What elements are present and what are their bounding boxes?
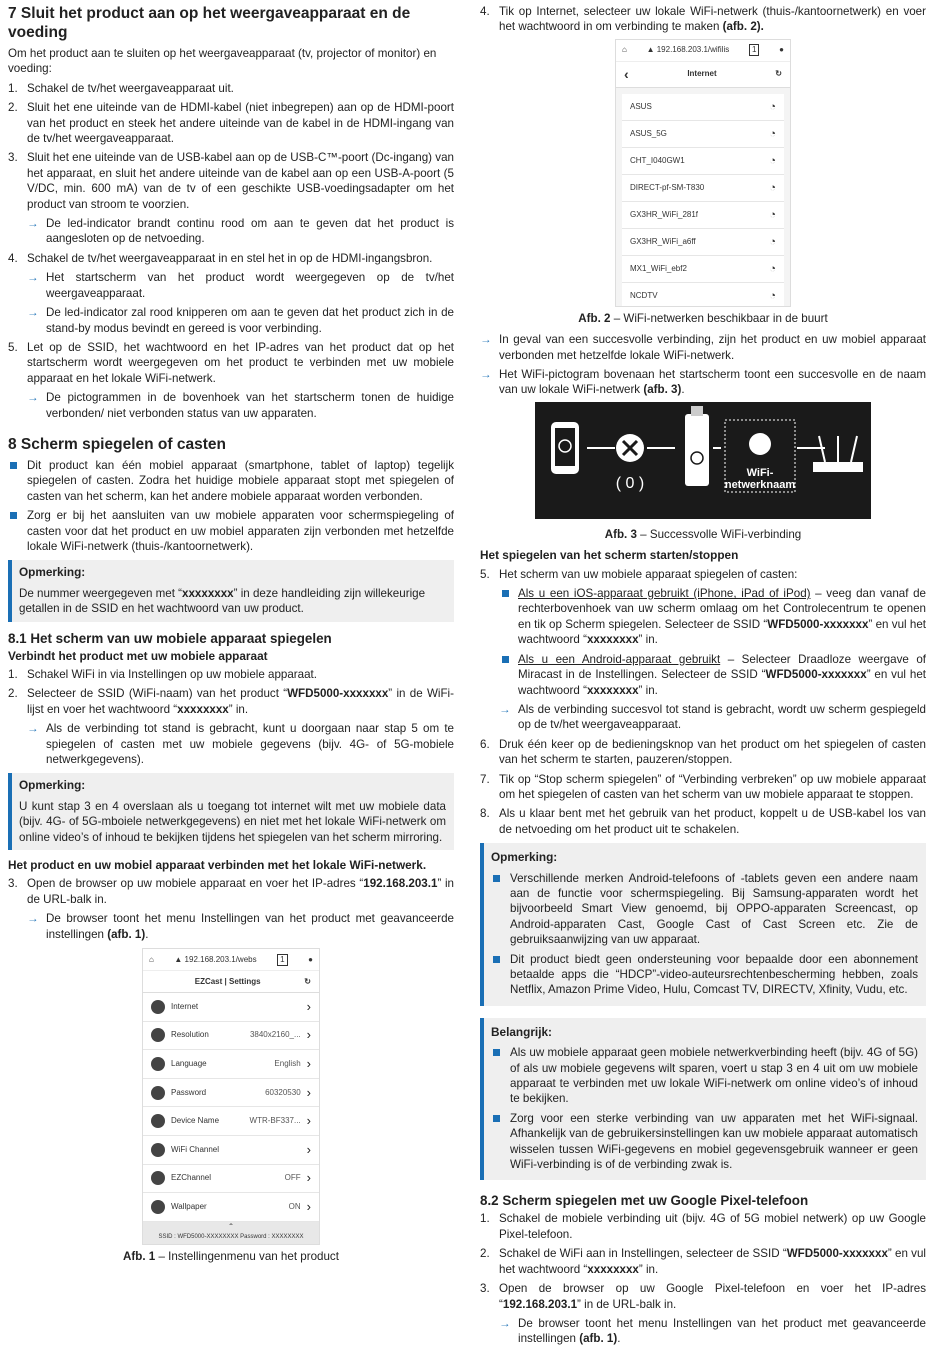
menu-dot-icon: ● [308,954,313,964]
settings-row[interactable]: Resolution 3840x2160_... › [143,1022,319,1051]
important-box: Belangrijk: Als uw mobiele apparaat geen mobiele netwerkverbinding heeft (bijv. 4G of 5G) of als uw mobiele gegevens wilt sparen, voert u stap 3 en 4 uit om uw mobiele apparaat te verbinden met uw lokale WiFi-netwerk om online video’s of inhoud te bekijken. Zorg voor een sterke verbinding van uw apparaten met het WiFi-signaal. Afhankelijk van de gebruikersinstellingen kan uw mobiele apparaat automatisch wisselen tussen WiFi-gegevens en mobiel gegevensgebruik wanneer er geen WiFi-verbinding is of de verbinding zwak is. [480,1018,926,1181]
chevron-up-icon: ˆ [229,1222,233,1234]
wifi-network-row[interactable]: CHT_I040GW1 ◔ [622,148,784,175]
arrow-icon: → [499,1316,511,1330]
list-item: 1. Schakel de tv/het weergaveapparaat uit. [8,81,234,95]
square-bullet-icon [493,1049,500,1056]
menu-dot-icon: ● [779,45,784,55]
wifi-connection-illustration [535,402,871,519]
svg-text:netwerknaam: netwerknaam [724,478,796,491]
right-column [480,4,926,1351]
wifi-network-row[interactable]: DIRECT-pf-SM-T830 ◔ [622,175,784,202]
dongle-icon [685,414,709,486]
list-item: 5. Let op de SSID, het wachtwoord en het IP-adres van het product dat op het startscherm wordt weergegeven om het product te verbinden met uw mobiele apparaat en het lokale WiFi-netwerk. [8,340,454,385]
list-item: 3. Open de browser op uw mobiele apparaat en voer het IP-adres “192.168.203.1” in de URL-balk in. [8,877,454,906]
list-item: 1. Schakel WiFi in via Instellingen op uw mobiele apparaat. [8,668,317,681]
wifi-network-row[interactable]: MX1_WiFi_ebf2 ◔ [622,256,784,283]
wifi-lock-icon: ◔ [769,100,776,113]
ezchannel-icon [151,1171,165,1185]
channel-icon [151,1143,165,1157]
settings-row[interactable]: Internet › [143,993,319,1022]
square-bullet-icon [10,462,17,469]
chevron-right-icon: › [306,1084,311,1100]
figure-caption: Afb. 2 – WiFi-netwerken beschikbaar in de buurt [578,311,828,325]
note-box: Opmerking: U kunt stap 3 en 4 overslaan als u toegang tot internet wilt met uw mobiele data (bijv. 4G- of 5G-mboiele netwerkgegevens) en niet met het lokale WiFi-netwerk om online video’s of inhoud te bekijken tijdens het spiegelen van het scherm mirroring. [8,773,454,850]
arrow-icon: → [27,271,39,285]
settings-row[interactable]: Password 60320530 › [143,1079,319,1108]
wifi-lock-icon: ◔ [769,289,776,302]
settings-row[interactable]: WiFi Channel › [143,1136,319,1165]
wifi-lock-icon: ◔ [769,208,776,221]
arrow-icon: → [27,722,39,736]
device-icon [151,1114,165,1128]
settings-row[interactable]: Language English › [143,1050,319,1079]
square-bullet-icon [502,590,509,597]
chevron-right-icon: › [306,998,311,1014]
arrow-icon: → [480,333,492,347]
refresh-icon: ↻ [304,976,311,986]
warning-icon: ▲ [646,45,655,55]
result-item: → De browser toont het menu Instellingen van het product met geavanceerde instellingen (afb. 1). [499,1316,926,1346]
wifi-network-row[interactable]: ASUS_5G ◔ [622,121,784,148]
list-item: 7. Tik op “Stop scherm spiegelen” of “Verbinding verbreken” op uw mobiele apparaat om het spiegelen of casten van het scherm van uw mobiele apparaat te stoppen. [480,772,926,801]
arrow-icon: → [27,912,39,926]
list-item: 8. Als u klaar bent met het gebruik van het product, koppelt u de USB-kabel los van de netvoeding om het product uit te schakelen. [480,807,926,836]
wallpaper-icon [151,1200,165,1214]
arrow-icon: → [27,391,39,405]
result-item: → De led-indicator brandt continu rood om aan te geven dat het product is aangesloten op de netvoeding. [27,217,454,246]
bullet-item: Als u een Android-apparaat gebruikt – Selecteer Draadloze weergave of Miracast in de Instellingen. Selecteer de SSID “WFD5000-xxxxxxx” en vul het wachtwoord “xxxxxxxx” in. [480,652,926,698]
list-item: 6. Druk één keer op de bedieningsknop van het product om het spiegelen of casten van het scherm te starten, pauzeren/stoppen. [480,737,926,767]
home-icon: ⌂ [622,45,627,55]
globe-icon [151,1057,165,1071]
result-item: → De led-indicator zal rood knipperen om aan te geven dat het product zich in de stand-by modus bevindt en gereed is voor verbinding. [27,306,454,335]
figure-caption: Afb. 1 – Instellingenmenu van het product [123,1249,339,1263]
list-item: 3. Open de browser op uw Google Pixel-telefoon en voer het IP-adres “192.168.203.1” in de URL-balk in. [480,1282,926,1311]
section-8-2-title: 8.2 Scherm spiegelen met uw Google Pixel-telefoon [480,1193,809,1209]
list-item: 4. Tik op Internet, selecteer uw lokale WiFi-netwerk (thuis-/kantoornetwerk) en voer het wachtwoord in om verbinding te maken (afb. 2). [480,5,926,34]
settings-menu-screenshot: ⌂ ▲ 192.168.203.1/webs 1 ● EZCast | Settings ↻ Internet › Resolution 3840x2160_... › Language English › Password 60320530 › Device Name WTR-BF337... › WiFi Channel › EZChannel OFF › Wallpaper ON › ˆ SSID : WFD5000-XXXXXXXX Password : XXXXXXXX [142,948,320,1245]
left-column [8,4,454,1270]
chevron-right-icon: › [306,1141,311,1157]
square-bullet-icon [493,1115,500,1122]
wifi-network-label: WiFi- [746,466,774,479]
settings-row[interactable]: EZChannel OFF › [143,1165,319,1194]
settings-row[interactable]: Device Name WTR-BF337... › [143,1107,319,1136]
wifi-lock-icon: ◔ [769,154,776,167]
wifi-network-row[interactable]: GX3HR_WiFi_281f ◔ [622,202,784,229]
arrow-icon: → [499,702,511,716]
chevron-right-icon: › [306,1199,311,1215]
note-box: Opmerking: Verschillende merken Android-telefoons of -tablets geven een andere naam aan de functie voor schermspiegeling. Bij Samsung-apparaten wordt het bijvoorbeeld Smart View genoemd, bij OPPO-apparaten Screencast, op Android-apparaten Cast, Google Cast of Cast Screen etc. Zie de gebruiksaanwijzing van uw apparaat. Dit product biedt geen ondersteuning voor bepaalde door een abonnement betaalde apps die “HDCP”-video-auteursrechtenbescherming hebben, zoals Netflix, Amazon Prime Video, Hulu, Comcast TV, DIRECTV, Xfinity, Vudu, etc. [480,843,926,1006]
result-item: → In geval van een succesvolle verbinding, zijn het product en uw mobiel apparaat verbonden met hetzelfde lokale WiFi-netwerk. [480,333,926,362]
square-bullet-icon [493,875,500,882]
wifi-network-row[interactable]: NCDTV ◔ [622,283,784,307]
result-item: → De pictogrammen in de bovenhoek van het startscherm tonen de huidige verbonden/ niet verbonden status van uw apparaten. [27,391,454,420]
square-bullet-icon [502,656,509,663]
note-box: Opmerking: De nummer weergegeven met “xxxxxxxx” in deze handleiding zijn willekeurige getallen in de SSID en het wachtwoord van uw product. [8,560,454,621]
wifi-lock-icon: ◔ [769,235,776,248]
connection-svg [535,402,871,519]
list-item: 5. Het scherm van uw mobiele apparaat spiegelen of casten: [480,567,798,581]
note-heading: Opmerking: [19,778,86,793]
warning-icon: ▲ [174,954,183,964]
device-counter: ( 0 ) [615,474,645,492]
wifi-list-screenshot: ⌂ ▲ 192.168.203.1/wifilis 1 ● ‹ Internet ↻ ASUS ◔ ASUS_5G ◔ CHT_I040GW1 ◔ DIRECT-pf-SM-T830 ◔ GX3HR_WiFi_281f ◔ GX3HR_WiFi_a6ff ◔ MX1_WiFi_ebf2 ◔ NCDTV ◔ [615,39,791,307]
settings-row[interactable]: Wallpaper ON › [143,1193,319,1222]
list-item: 3. Sluit het ene uiteinde van de USB-kabel aan op de USB-C™-poort (Dc-ingang) van het apparaat, en sluit het andere uiteinde van de kabel aan op een USB-A-poort (5 V/DC, min. 600 mA) van de tv of een geschikte USB-voedingsadapter om het product van stroom te voorzien. [8,151,454,211]
section-7-title: 7 Sluit het product aan op het weergaveapparaat en de voeding [8,5,411,41]
square-bullet-icon [10,512,17,519]
monitor-icon [151,1028,165,1042]
back-chevron-icon: ‹ [624,66,629,83]
square-bullet-icon [493,956,500,963]
important-heading: Belangrijk: [491,1024,552,1039]
result-item: → Als de verbinding succesvol tot stand is gebracht, wordt uw scherm gespiegeld op de tv/het weergaveapparaat. [499,702,926,732]
wifi-globe-icon [749,433,771,455]
chevron-right-icon: › [306,1027,311,1043]
chevron-right-icon: › [306,1056,311,1072]
note-heading: Opmerking: [491,850,558,865]
subheading: Het spiegelen van het scherm starten/stoppen [480,548,739,563]
list-item: 2. Selecteer de SSID (WiFi-naam) van het product “WFD5000-xxxxxxx” in de WiFi-lijst en voer het wachtwoord “xxxxxxxx” in. [8,687,454,716]
wifi-lock-icon: ◔ [769,262,776,275]
section-7-intro: Om het product aan te sluiten op het weergaveapparaat (tv, projector of monitor) en voeding: [8,47,437,76]
wifi-icon [151,1000,165,1014]
arrow-icon: → [27,306,39,320]
subheading: Verbindt het product met uw mobiele apparaat [8,648,268,663]
wifi-lock-icon: ◔ [769,127,776,140]
home-icon: ⌂ [149,954,154,964]
arrow-icon: → [480,368,492,382]
list-item: 4. Schakel de tv/het weergaveapparaat in en stel het in op de HDMI-ingangsbron. [8,251,433,265]
bullet-item: Als u een iOS-apparaat gebruikt (iPhone, iPad of iPod) – veeg dan vanaf de rechterbovenhoek van uw scherm omlaag om het Controlecentrum te openen en tik op Scherm spiegelen. Selecteer de SSID “WFD5000-xxxxxxx” en vul het wachtwoord “xxxxxxxx” in. [480,586,926,648]
list-item: 2. Schakel de WiFi aan in Instellingen, selecteer de SSID “WFD5000-xxxxxxx” en vul het wachtwoord “xxxxxxxx” in. [480,1247,926,1276]
result-item: → Het startscherm van het product wordt weergegeven op de tv/het weergaveapparaat. [27,271,454,300]
figure-caption: Afb. 3 – Successvolle WiFi-verbinding [604,527,802,541]
section-8-title: 8 Scherm spiegelen of casten [8,435,226,453]
wifi-network-row[interactable]: ASUS ◔ [622,94,784,121]
list-item: 1. Schakel de mobiele verbinding uit (bijv. 4G of 5G mobiel netwerk) op uw Google Pixel-telefoon. [480,1212,926,1241]
list-item: 2. Sluit het ene uiteinde van de HDMI-kabel (niet inbegrepen) aan op de HDMI-poort van het product en steek het andere uiteinde van de kabel in de HDMI-ingang van de tv/het weergaveapparaat. [8,101,454,146]
chevron-right-icon: › [306,1170,311,1186]
arrow-icon: → [27,217,39,231]
wifi-lock-icon: ◔ [769,181,776,194]
section-8-1-title: 8.1 Het scherm van uw mobiele apparaat spiegelen [8,630,332,646]
subheading: Het product en uw mobiel apparaat verbinden met het lokale WiFi-netwerk. [8,858,427,873]
bullet-item: Dit product kan één mobiel apparaat (smartphone, tablet of laptop) tegelijk spiegelen of casten. Zodra het huidige mobiele apparaat stopt met spiegelen of casten van het scherm, kan het andere mobiele apparaat worden verbonden. [8,458,454,504]
result-item: → Het WiFi-pictogram bovenaan het startscherm toont een succesvolle en de naam van uw lokale WiFi-netwerk (afb. 3). [480,368,926,397]
refresh-icon: ↻ [775,69,782,79]
key-icon [151,1086,165,1100]
note-heading: Opmerking: [19,565,86,580]
bullet-item: Zorg er bij het aansluiten van uw mobiele apparaten voor schermspiegeling of casten voor dat het product en uw mobiel apparaten zijn verbonden met hetzelfde lokale WiFi-netwerk (thuis-/kantoornetwerk). [8,508,454,554]
chevron-right-icon: › [306,1113,311,1129]
wifi-network-row[interactable]: GX3HR_WiFi_a6ff ◔ [622,229,784,256]
result-item: → De browser toont het menu Instellingen van het product met geavanceerde instellingen (afb. 1). [27,912,454,941]
router-icon [813,462,863,472]
result-item: → Als de verbinding tot stand is gebracht, kunt u doorgaan naar stap 5 om te spiegelen of casten met uw mobiele gegevens (bijv. 4G- of 5G-mobiele netwerkgegevens). [27,722,454,767]
